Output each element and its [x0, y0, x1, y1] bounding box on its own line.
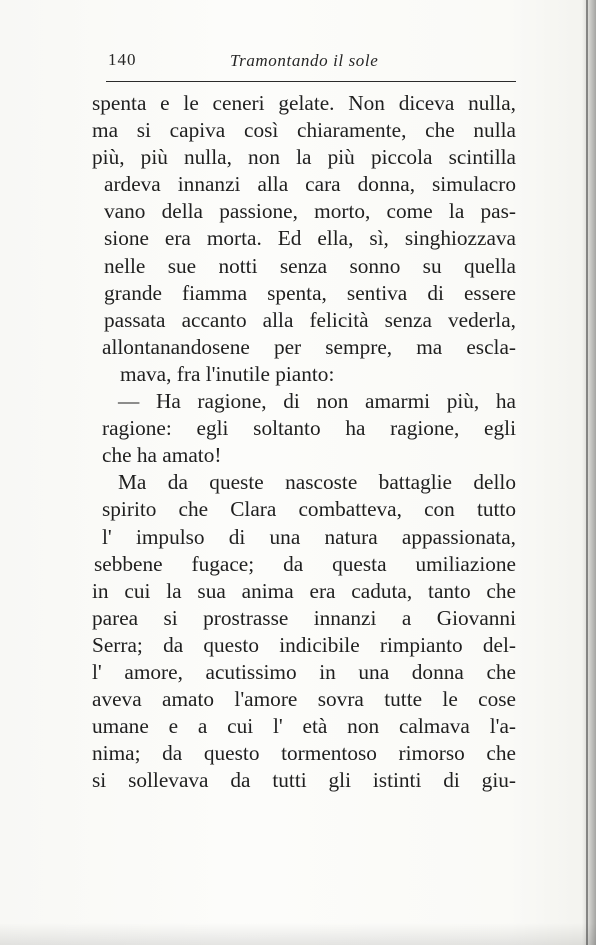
- text-line: l' amore, acutissimo in una donna che: [92, 659, 516, 684]
- text-line: in cui la sua anima era caduta, tanto che: [92, 578, 516, 603]
- text-line: più, più nulla, non la più piccola scintilla: [92, 145, 516, 170]
- text-line: sione era morta. Ed ella, sì, singhiozzava: [104, 226, 516, 251]
- text-line: ragione: egli soltanto ha ragione, egli: [102, 416, 516, 441]
- body-text: [92, 90, 516, 794]
- header-rule: [106, 81, 516, 82]
- page-edge-shadow: [582, 0, 596, 945]
- text-line: — Ha ragione, di non amarmi più, ha: [118, 389, 516, 414]
- text-line: che ha amato!: [102, 443, 222, 468]
- text-line: spenta e le ceneri gelate. Non diceva nulla,: [92, 91, 516, 115]
- text-line: mava, fra l'inutile pianto:: [120, 361, 335, 386]
- text-line: si sollevava da tutti gli istinti di giu-: [92, 768, 516, 793]
- text-line: grande fiamma spenta, sentiva di essere: [104, 280, 516, 305]
- text-line: vano della passione, morto, come la pas-: [104, 199, 516, 224]
- text-line: umane e a cui l' età non calmava l'a-: [92, 714, 516, 739]
- text-line: spirito che Clara combatteva, con tutto: [102, 497, 516, 522]
- bottom-edge-shadow: [0, 923, 596, 945]
- page-number: 140: [108, 50, 137, 69]
- text-line: l' impulso di una natura appassionata,: [102, 524, 516, 549]
- text-line: sebbene fugace; da questa umiliazione: [94, 551, 516, 576]
- text-line: Ma da queste nascoste battaglie dello: [118, 470, 516, 495]
- text-line: allontanandosene per sempre, ma escla-: [102, 334, 516, 359]
- text-line: Serra; da questo indicibile rimpianto del-: [92, 632, 516, 657]
- text-line: aveva amato l'amore sovra tutte le cose: [92, 687, 516, 712]
- text-line: passata accanto alla felicità senza vederla,: [104, 307, 516, 332]
- text-line: nima; da questo tormentoso rimorso che: [92, 741, 516, 766]
- text-line: nelle sue notti senza sonno su quella: [104, 253, 516, 278]
- text-line: ardeva innanzi alla cara donna, simulacro: [104, 172, 516, 197]
- binding-edge-line: [586, 0, 588, 945]
- running-title: Tramontando il sole: [230, 51, 379, 70]
- text-line: parea si prostrasse innanzi a Giovanni: [92, 605, 516, 630]
- text-line: ma si capiva così chiaramente, che nulla: [92, 118, 516, 143]
- running-header: [108, 50, 516, 72]
